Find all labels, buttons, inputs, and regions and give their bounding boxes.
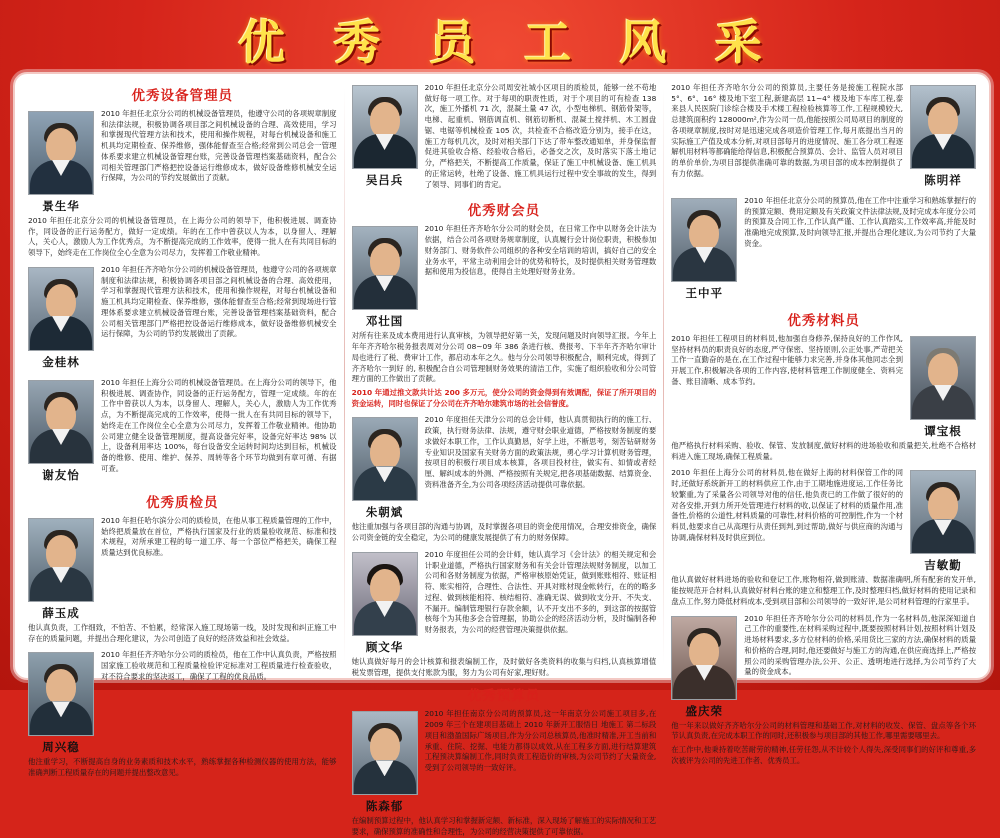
entry-paragraph: 2010 年担任北京分公司的预算员,他在工作中注重学习和熟练掌握行的的预算定额、费用定额及有关政策文件法律法规,及时完成本年度分公司的预算及合同工作,工作认真严谨、工作认真踏实,工作效率高,并能及时准确地完成预算,及时向领导汇报,并提出合理化建议,为公司节约了大量资金。: [744, 196, 976, 248]
employee-name: 景生华: [42, 199, 80, 213]
column-right: [664, 82, 983, 765]
employee-entry: [671, 468, 976, 607]
entry-paragraph: 对所有往来及成本费用进行认真审核，为领导把好第一关，发现问题及时向领导汇报。今年上年年齐齐哈尔税务报表周对分公司 08~09 年 386 条进行核、费报考、下半年齐齐哈尔审计局也进行了税、费审计工作，都启动本年之久。他与分公司领导积极配合，顺利完成，得到了齐齐哈尔一到好 的, 积极配合自公司管理制财务效果的清洁工作，实施了组织验收和分公司管理方面的工作做出了贡献。: [351, 331, 657, 384]
employee-name: 金桂林: [42, 354, 80, 369]
employee-entry: [28, 650, 337, 778]
entry-paragraph: 2010 年担任北京分公司的机械设备管理员，他遵守公司的各项规章制度和法律法规，积极协调各项目部之间机械设备的合理、高效使用，学习和掌握现代管理方法和技术，使用和操作规程，对每台机械设备和施工机具均定期检查、保养维修，强体能督查至合格;经常到公司总会一管理体系要求建立机械设备管理台账，完善设备管理档案基础资料，配合公司相关管理部门严格把控设备运行维修成本，做好设备维修机械安全运行保障，为公司的节约发展做出了贡献。: [101, 109, 337, 183]
employee-photo-block: [28, 652, 94, 755]
section-heading: 优秀预算员: [467, 688, 541, 705]
employee-entry: [671, 334, 976, 462]
avatar: [671, 616, 737, 700]
employee-name: 薛玉成: [42, 605, 80, 620]
entry-paragraph: 2010 年度担任公司的会计师，她认真学习《会计法》的相关规定和会计职业道德，严格执行国家财务和有关会计管理法规财务制度，以加工公司和各财务制度为依据，严格审核原始凭证，做到账账相符、账证相符、账实相符，合理性、合法性、开具对账材现金帐转行，在的的略多过程、做到核能相符、核结相符、准确无误、做到收支分开、不失支、不漏开。编制管理银行存款余额，认不开支出不多的，到这部的按据管核每个为其他多会合管理据，协助公企的经济活动分析，及时编制各种财务报表，为公司的经营管理决策提供依据。: [424, 549, 657, 635]
employee-photo-block: [352, 417, 418, 520]
entry-paragraph: 她认真做好每月的会计核算和报表编制工作，及时做好各类资料的收集与归档,认真核算增值税发票管理，提供支付账款为服，努力为公司有好家,理好财。: [351, 656, 657, 677]
avatar: [28, 111, 94, 195]
section-heading: 优秀材料员: [787, 313, 860, 329]
employee-name: 朱朝斌: [365, 505, 404, 520]
entry-paragraph: 2010 年担任齐齐哈尔分公司的财会员，在日常工作中以财务会计法为依据，结合公司各项财务规章制度，认真履行会计岗位职责，积极参加财务部门、财务软件公司组织的各种安全培训的培训，搞好自己的安全业务水平，平常主动利用会计的优势和特长，及时提供相关财务管理数据和使用为投信息，使得自主处理好财务业务。: [424, 224, 657, 277]
entry-paragraph: 他注重加强与各项目部的沟通与协调，及时掌握各项目的资金使用情况，合理安排资金，确保公司资金链的安全稳定，为公司的健康发展提供了有力的财务保障。: [351, 522, 657, 543]
employee-photo-block: [671, 198, 737, 301]
avatar: [910, 336, 976, 420]
entry-paragraph: 2010 年担任齐齐哈尔分公司的材料员,作为一名材料员,他深深知道自己工作的重要性,在材料采购过程中,既要按照材料计划,按照材料计划及进场材料要求,多方位材料的价格,采用货比三家的方法,确保材料的质量和价格的合理,同时,他还要做好与施工方的沟通,在供应商选择上,严格按照公司的采购管理办法,公开、公正、透明地进行选择,为公司节约了大量的资金成本。: [744, 613, 976, 677]
avatar: [352, 552, 418, 636]
employee-photo-block: [28, 380, 94, 483]
entry-paragraph: 在编制预算过程中，他认真学习和掌握新定额、新标准，深入现场了解施工的实际情况和工艺要求，确保预算的准确性和合理性，为公司的经营决策提供了可靠依据。: [351, 816, 657, 837]
page-title: 优 秀 员 工 风 采: [238, 15, 778, 71]
employee-photo-block: [910, 336, 976, 439]
entry-paragraph: 2010 年担任齐齐哈尔分公司的质检员，他在工作中认真负责，严格按照国家施工验收规范和工程质量检验评定标准对工程质量进行检查验收，对不符合要求的坚决返工，确保了工程的优良品质。: [101, 650, 337, 681]
employee-photo-block: [352, 711, 418, 814]
employee-photo-block: [671, 616, 737, 719]
entry-paragraph: 2010 年担任工程项目的材料员,他加强自身修养,保持良好的工作作风,坚持材料员的职责良好的态度,严守保密、坚持原则,公正处事,严苛把关工作一直勤奋的是在,在工作过程中能够力求完善,并身体其他同志全到开展工作,积极解决各项的工作内容,使材料管理工作制度健全、资料完备、账目清晰、成本节约。: [671, 334, 903, 386]
avatar: [671, 198, 737, 282]
section-heading: 优秀财会员: [467, 203, 541, 220]
avatar: [28, 518, 94, 602]
section-heading: 优秀设备管理员: [131, 88, 234, 104]
entry-paragraph-highlight: 2010 年通过推文款共计达 200 多万元，使分公司的资金得到有效调配，保证了所开项目的资金运转，同时也保证了分公司在齐齐哈尔建筑市场的社会信誉度。: [351, 388, 657, 408]
entry-paragraph: 他认真负责，工作细致，不怕苦、不怕累，经常深入施工现场第一线，及时发现和纠正施工中存在的质量问题，并提出合理化建议，为公司创造了良好的经济效益和社会效益。: [28, 622, 337, 643]
employee-entry: [671, 196, 976, 303]
employee-entry: [671, 614, 976, 767]
employee-name: 顾文华: [365, 639, 404, 654]
employee-name: 吴吕兵: [365, 173, 404, 187]
entry-paragraph: 他注重学习，不断提高自身的业务素质和技术水平，熟练掌握各种检测仪器的使用方法，能够准确判断工程质量存在的问题并提出整改意见。: [28, 757, 337, 778]
entry-paragraph: 2010 年担任齐齐哈尔分公司的预算员,主要任务是接施工程院水部 5°、6°、16° 楼及地下室工程,新建高层 11~4° 楼及地下车库工程,泰来县人民医院门诊综合楼及手术楼工程检验核算等工作,工程规模较大,总建筑面积约 128000m²,作为公司一员,他能按照公司局项目的制度的各项规章制度,按时对是迅速完成各项造价管理工作,每月底提出当月的实际施工产值及成本分析,对项目部每月的进度情况、施工各分项工程逐解机用材料等都确能给得信息,积极配合预算员、会计、监管人员对项目的单价单价,为项目部提供准确可靠的数据,为项目部的成本控制提供了有力依据。: [671, 83, 903, 178]
employee-photo-block: [28, 267, 94, 370]
column-center: [345, 82, 664, 837]
entry-paragraph: 2010 年度担任天津分公司的总会计师，他认真贯彻执行的的施工行、政策，执行财务法律、法规，遵守财会职业道德，严格按财务制度的要求做好本职工作，工作认真勤恳，好学上进，不断思考，刻苦钻研财务专业知识及国家有关财务方面的政策法规，勇心学习计算机财务管理，按项目的积极行项目成本核算，各项目投材往，做实有、如情或者经厘、解纠成本的外测、严格按照有关规定,把各项基础数据、结算资金、资料准备齐全,为公司各项经济活动提供可靠依据。: [424, 415, 657, 489]
employee-entry: [352, 224, 657, 409]
columns-container: [15, 74, 989, 837]
avatar: [28, 652, 94, 736]
poster-title-area: [0, 8, 1000, 70]
poster-sheet: [13, 72, 991, 837]
entry-paragraph: 他认真做好材料进场的验收和登记工作,账物相符,做到账清、数据准确明,所有配套的发开单,能按规范开合材料,认真做好材料台账的建立和整理工作,及时整理归档,做好材料的使用记录和盘点工作,努力降低材料成本,受到项目部和公司领导的一致好评,是公司材料管理的行家里手。: [671, 575, 976, 606]
entry-paragraph: 2010 年担任上海分公司的材料员,他在做好上海的材料保管工作的同时,还做好系统新开工的材料供应工作,由于工期地施进度运,工作任务比较繁重,为了采量各公司领导对他的信任,他负责已的工作做了很好的的对各安排,开到力所开处管理进行材料的收,以保证了材料的质量作用,准备性,价格的公道性,材料质量的可靠性,材料价格的可控制性,作为一个材料员,他要求自己从高理行从责任到判,到过帮助,做好与供应商的沟通与协调,确保材料及时供应到位。: [671, 468, 903, 542]
avatar: [28, 380, 94, 464]
avatar: [910, 85, 976, 169]
employee-entry: [28, 109, 337, 259]
employee-name: 盛庆荣: [685, 703, 724, 718]
entry-paragraph: 2010 年担任南京分公司的预算员,这一年南京分公司施工项目多,在 2009 年三个在建项目基础上 2010 年新开工服悟日 地施工 第二标段项目和渤盈国际广场项目,作为分公司总核算员,他准时精准,开工当前和承重、住院、挖掘、电能力都得以成效,从在工程多方面,进行结算建筑工程预决算编制工作,同时负责工程造价的审核,为公司节约了大量资金,受到了公司领导的一致好评。: [424, 709, 657, 773]
employee-photo-block: [28, 518, 94, 621]
employee-photo-block: [28, 111, 94, 214]
employee-name: 谭宝根: [924, 424, 962, 438]
column-left: [21, 82, 344, 778]
employee-name: 王中平: [685, 286, 724, 300]
entry-paragraph: 2010 年担任北京分公司的机械设备管理员，在上海分公司的领导下，他积极进展、调查协作，同设备的正行运务配方，做好一定成绩。年的在工作中曾获以人为本，以身留人、理解人，关心人，激励人为工作优秀点，为不断提高完成的工作效率，使得一批人在有共同目标的领导下，始终走在工作岗位全心全意为公司尽力，发挥着工作敬业精神。: [28, 216, 337, 258]
employee-photo-block: [910, 470, 976, 573]
section-heading: 优秀质检员: [146, 494, 219, 511]
entry-paragraph: 在工作中,他秉持着吃苦耐劳的精神,任劳任怨,从不计较个人得失,深受同事们的好评和尊重,多次被评为公司的先进工作者、优秀员工。: [671, 745, 976, 765]
employee-name: 谢友怡: [42, 467, 80, 482]
employee-name: 周兴稳: [42, 740, 80, 755]
employee-entry: [28, 516, 337, 644]
entry-paragraph: 2010 年担任北京分公司周安社城小区项目的质检员，能够一丝不苟地做好每一项工作。对于每项的职责性质，对于个项目的可有检查 138 次，施工外播机 71 次，混凝土量 47 次，小型电梯机、钢筋骨架等，电梯、起重机、钢筋调直机、钢筋切断机、混凝土搅拌机、木工圆盘锯、电锯等机械检查 105 次，共检查不合格改造分别为，接手在这，施工方每机几次，及时对相关部门下达了带车整改通知单，并身保监督促进其验收合格、经验收合格后，必备交之次，及时落实下落土地记分，严格把关，不断提高工作质量，保证了施工中机械设备、施工机具的正常运转，杜绝了设备、施工机具运行过程中安全事故的发生，得到了领导、同事们的肯定。: [424, 83, 657, 189]
employee-entry: [352, 550, 657, 678]
avatar: [352, 226, 418, 310]
avatar: [352, 85, 418, 169]
avatar: [910, 470, 976, 554]
employee-photo-block: [352, 226, 418, 329]
entry-paragraph: 他严格执行材料采购、验收、保管、发放制度,做好材料的进场验收和质量把关,杜绝不合格材料进入施工现场,确保工程质量。: [671, 441, 976, 461]
employee-entry: [28, 265, 337, 372]
employee-photo-block: [352, 85, 418, 188]
entry-paragraph: 2010 年担任哈尔滨分公司的质检员，在他从事工程质量管理的工作中，始终把质量放在首位，严格执行国家及行业的质量验收规范、标准和技术规程，对所承建工程的每一道工序、每一个部位严格把关，确保工程质量达到优良标准。: [101, 515, 337, 558]
employee-entry: [671, 83, 976, 190]
employee-name: 陈明祥: [924, 173, 962, 187]
avatar: [28, 267, 94, 351]
employee-photo-block: [910, 85, 976, 188]
avatar: [352, 417, 418, 501]
entry-paragraph: 他一年来以做好齐齐哈尔分公司的材料管理和基础工作,对材料的收发、保管、盘点等各个环节认真负责,在完成本职工作的同时,还积极参与项目部的其他工作,哪里需要哪里去。: [671, 720, 976, 741]
employee-name: 陈森郁: [365, 799, 404, 814]
employee-name: 吉敏勤: [924, 558, 962, 573]
avatar: [352, 711, 418, 795]
entry-paragraph: 2010 年担任上海分公司的机械设备管理员。在上海分公司的领导下，他积极进展、调查协作，同设备的正行运务配方，管理一定成绩。年的在工作中曾获以人为本，以身留人、理解人，关心人，激励人为工作优秀点，为不断提高完成的工作效率，使得一批人在有共同目标的领导下，始终走在工作岗位全心全意为公司尽力，发挥着工作敬业精神。他协助公司建立健全设备管理制度，提高设备完好率，设备完好率达 98% 以上，设备利用率达 100%，每台设备安全运转时间均达到目标，机械设备的维修、使用、维护、保养、周转等各个环节均做到有章可循、有据可查。: [101, 377, 337, 473]
employee-entry: [352, 83, 657, 193]
employee-name: 邓壮国: [365, 314, 404, 329]
employee-entry: [28, 378, 337, 485]
employee-entry: [352, 415, 657, 543]
employee-photo-block: [352, 552, 418, 655]
employee-entry: [352, 709, 657, 837]
entry-paragraph: 2010 年担任齐齐哈尔分公司的机械设备管理员，他遵守公司的各项规章制度和法律法规，积极协调各项目部之间机械设备的合理、高效使用，学习和掌握现代管理方法和技术，使用和操作规程，对每台机械设备和施工机具均定期检查、保养维修，强体能督查至合格;经常到现场进行管理体系要求建立机械设备管理台账，完善设备管理档案基础资料，配合公司相关管理部门严格把控设备运行维修成本，做好设备维修机械安全运行保障，为公司的节约发展做出了贡献。: [101, 264, 337, 339]
